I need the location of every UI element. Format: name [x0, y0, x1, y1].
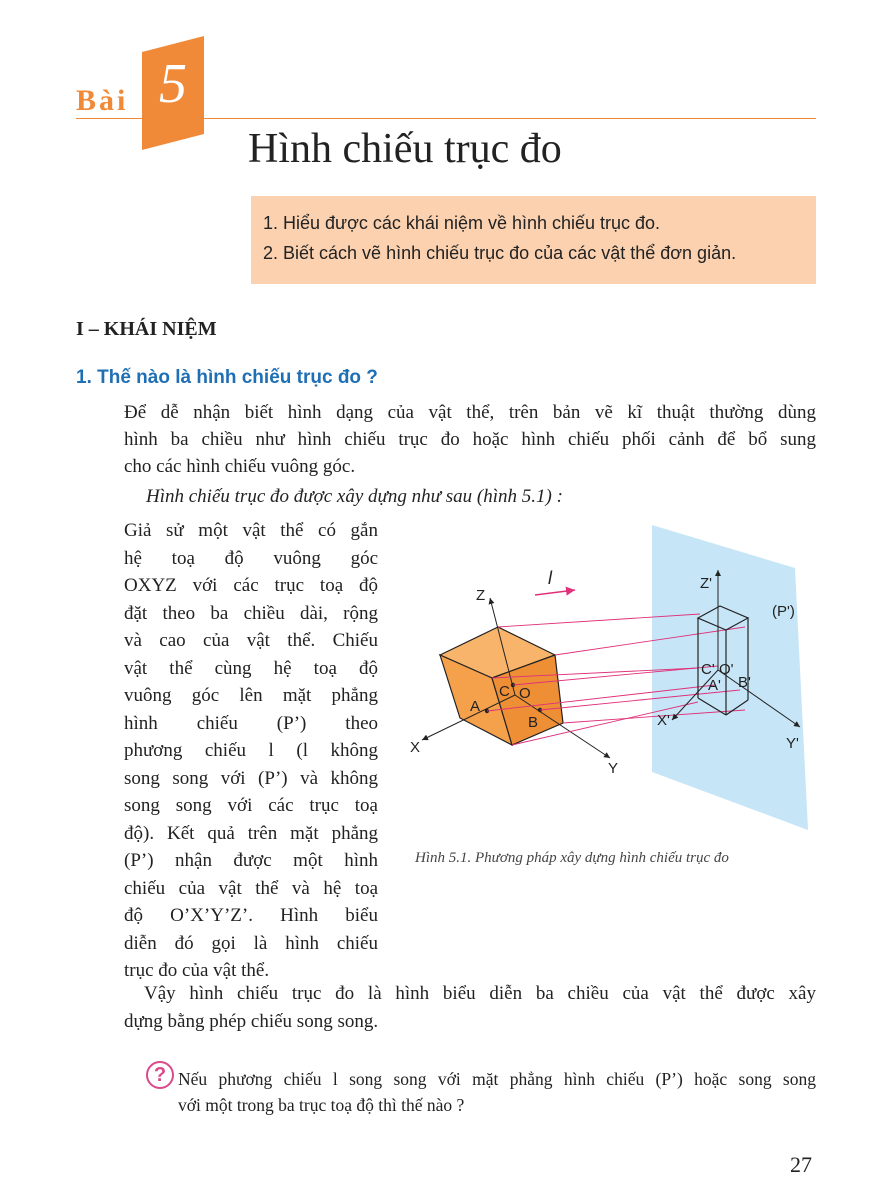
paragraph-line: hình ba chiều như hình chiếu trục đo hoặc hình chiếu phối cảnh để bổ sung — [124, 429, 816, 450]
header-rule — [76, 118, 816, 119]
lesson-number: 5 — [159, 53, 187, 115]
paragraph-line: diễn đó gọi là hình chiếu — [124, 932, 378, 954]
paragraph-line: OXYZ với các trục toạ độ — [124, 575, 378, 596]
paragraph-line: Vậy hình chiếu trục đo là hình biểu diễn ba chiều của vật thể được xây — [144, 983, 816, 1004]
paragraph-line: và cao của vật thể. Chiếu — [124, 630, 378, 651]
label-x: X — [410, 739, 421, 756]
paragraph-line: cho các hình chiếu vuông góc. — [124, 456, 356, 477]
paragraph-line: độ). Kết quả trên mặt phẳng — [124, 822, 378, 844]
paragraph-line: dựng bằng phép chiếu song song. — [124, 1011, 379, 1032]
label-plane: (P') — [772, 603, 795, 620]
paragraph-line: Giả sử một vật thể có gắn — [124, 520, 378, 541]
intro-italic: Hình chiếu trục đo được xây dựng như sau (hình 5.1) : — [146, 486, 563, 507]
paragraph-line: trục đo của vật thể. — [124, 960, 270, 981]
objective-item: 1. Hiểu được các khái niệm về hình chiếu trục đo. — [263, 213, 661, 233]
label-b: B — [528, 714, 539, 731]
subsection-heading: 1. Thế nào là hình chiếu trục đo ? — [76, 367, 378, 388]
section-heading: I – KHÁI NIỆM — [76, 318, 217, 340]
paragraph-line: vuông góc lên mặt phẳng — [124, 685, 378, 706]
paragraph-line: song song với (P’) và không — [124, 767, 378, 789]
paragraph-line: hệ toạ độ vuông góc — [124, 547, 378, 569]
label-y: Y — [608, 760, 619, 777]
page-number: 27 — [790, 1152, 812, 1177]
label-y-prime: Y' — [786, 735, 799, 752]
label-b-prime: B' — [738, 674, 751, 691]
paragraph-line: song song với các trục toạ — [124, 795, 378, 816]
label-a: A — [470, 698, 481, 715]
paragraph-line: Để dễ nhận biết hình dạng của vật thể, trên bản vẽ kĩ thuật thường dùng — [124, 402, 816, 423]
label-l: l — [548, 568, 552, 588]
objectives-box — [251, 196, 816, 284]
paragraph-line: hình chiếu (P’) theo — [124, 712, 378, 734]
label-z: Z — [476, 587, 486, 604]
page-title: Hình chiếu trục đo — [248, 126, 562, 172]
paragraph-line: phương chiếu l (l không — [124, 740, 378, 761]
label-x-prime: X' — [657, 712, 670, 729]
label-o-prime: O' — [719, 661, 734, 678]
figure-caption: Hình 5.1. Phương pháp xây dựng hình chiếu trục đo — [415, 850, 729, 866]
paragraph-line: chiếu của vật thể và hệ toạ — [124, 877, 378, 899]
objective-item: 2. Biết cách vẽ hình chiếu trục đo của các vật thể đơn giản. — [263, 243, 737, 263]
label-z-prime: Z' — [700, 575, 713, 592]
projection-figure — [400, 520, 820, 840]
paragraph-line: độ O’X’Y’Z’. Hình biểu — [124, 905, 378, 926]
label-o: O — [519, 685, 531, 702]
paragraph-line: vật thể cùng hệ toạ độ — [124, 657, 378, 679]
wrapped-paragraph — [124, 517, 378, 985]
paragraph-line: đặt theo ba chiều dài, rộng — [124, 602, 378, 624]
label-c: C — [499, 683, 510, 700]
question-icon: ? — [146, 1061, 174, 1089]
label-c-prime: C' — [701, 661, 715, 678]
question-line: Nếu phương chiếu l song song với mặt phẳng hình chiếu (P’) hoặc song song — [178, 1069, 816, 1089]
question-line: với một trong ba trục toạ độ thì thế nào ? — [178, 1095, 465, 1115]
lesson-word: Bài — [76, 84, 129, 117]
label-a-prime: A' — [708, 677, 721, 694]
direction-l-arrow — [535, 590, 575, 595]
paragraph-line: (P’) nhận được một hình — [124, 850, 378, 871]
